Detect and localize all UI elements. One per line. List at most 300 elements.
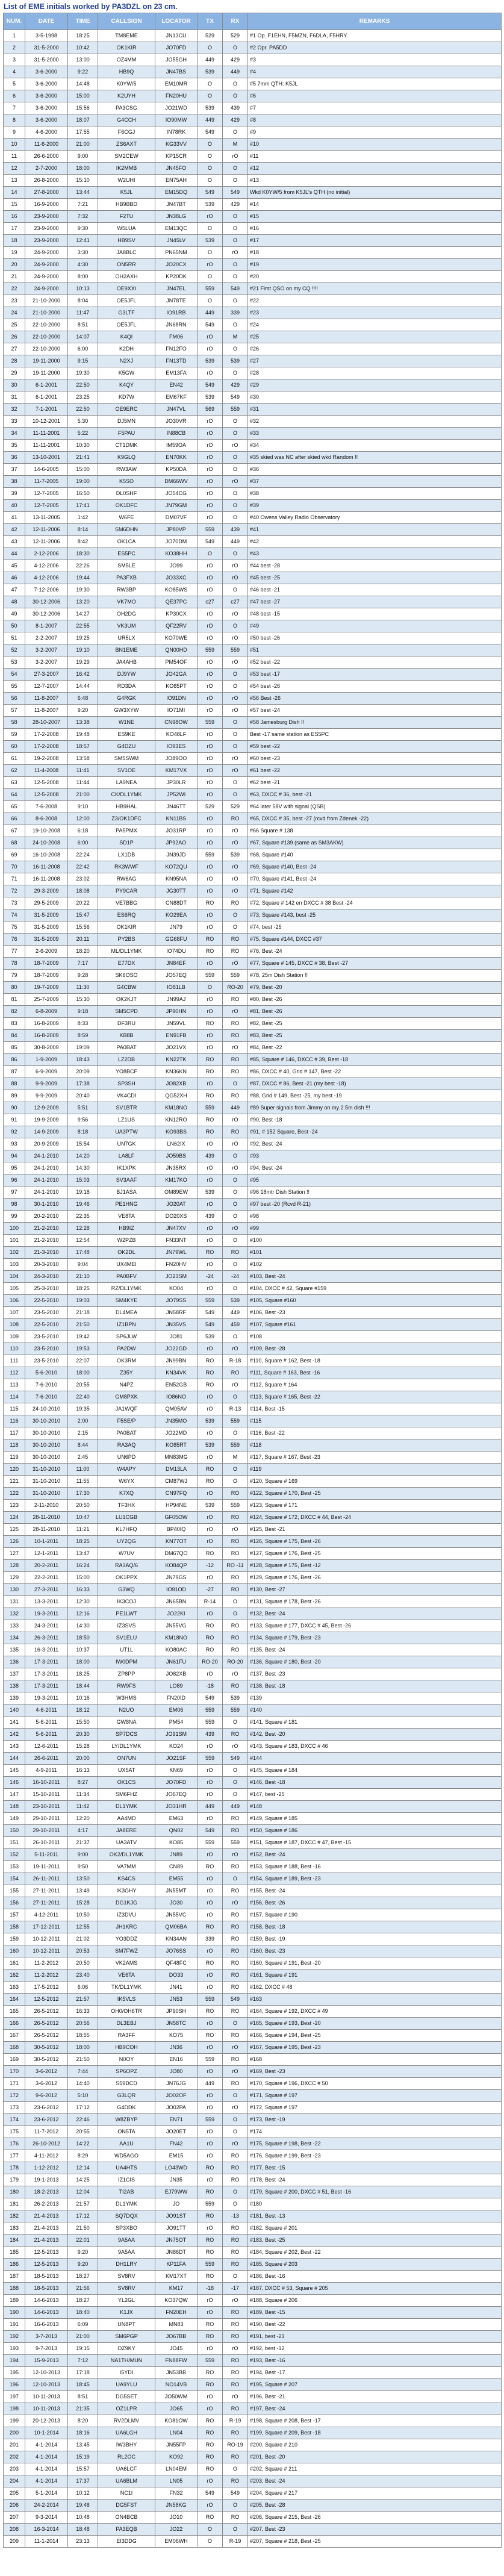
num-cell: 49 [4, 608, 25, 620]
locator-cell: QE37PC [155, 596, 198, 608]
remarks-cell: #23 [248, 307, 502, 319]
table-row [4, 2198, 502, 2210]
table-row [4, 319, 502, 331]
rx-cell: O [223, 777, 248, 789]
locator-cell: JO23SM [155, 1271, 198, 1283]
num-cell: 71 [4, 873, 25, 885]
date-cell: 19-11-2000 [25, 367, 68, 379]
table-row [4, 1427, 502, 1439]
rx-cell: O [223, 1331, 248, 1343]
remarks-cell: #37 [248, 476, 502, 488]
num-cell: 116 [4, 1415, 25, 1427]
date-cell: 22-5-2010 [25, 1319, 68, 1331]
time-cell: 22:55 [68, 620, 98, 632]
num-cell: 156 [4, 1897, 25, 1909]
rx-cell: RO [223, 2078, 248, 2090]
num-cell: 20 [4, 259, 25, 271]
remarks-cell: #133, Square # 177, DXCC # 45, Best -26 [248, 1620, 502, 1632]
locator-cell: JN45FO [155, 163, 198, 175]
callsign-cell: RA3FF [98, 2030, 155, 2042]
tx-cell: rO [198, 1512, 223, 1524]
table-row [4, 909, 502, 922]
table-row [4, 693, 502, 705]
table-row [4, 1656, 502, 1668]
remarks-cell: #18 [248, 247, 502, 259]
num-cell: 131 [4, 1596, 25, 1608]
num-cell: 4 [4, 66, 25, 78]
remarks-cell: #107, Square #161 [248, 1319, 502, 1331]
locator-cell: FN32 [155, 2487, 198, 2500]
num-cell: 8 [4, 114, 25, 126]
callsign-cell: ON5TA [98, 2126, 155, 2138]
time-cell: 19:53 [68, 1343, 98, 1355]
time-cell: 16:24 [68, 1560, 98, 1572]
tx-cell: 539 [198, 1415, 223, 1427]
rx-cell: 559 [223, 1704, 248, 1717]
locator-cell: CN98OW [155, 717, 198, 729]
date-cell: 11-8-2007 [25, 693, 68, 705]
table-row [4, 2319, 502, 2331]
table-row [4, 1283, 502, 1295]
table-row [4, 1861, 502, 1873]
header-row [4, 13, 502, 30]
remarks-cell: #140 [248, 1704, 502, 1717]
rx-cell: 539 [223, 849, 248, 861]
time-cell: 18:12 [68, 1704, 98, 1717]
table-row [4, 1223, 502, 1235]
date-cell: 31-5-2000 [25, 54, 68, 66]
locator-cell: KO85PT [155, 681, 198, 693]
tx-cell: rO [198, 2222, 223, 2235]
num-cell: 40 [4, 500, 25, 512]
time-cell: 10:16 [68, 1692, 98, 1704]
num-cell: 175 [4, 2126, 25, 2138]
rx-cell: RO [223, 1921, 248, 1933]
tx-cell: rO [198, 488, 223, 500]
num-cell: 144 [4, 1753, 25, 1765]
time-cell: 9:28 [68, 970, 98, 982]
rx-cell: O [223, 452, 248, 464]
callsign-cell: KS4CS [98, 1873, 155, 1885]
date-cell: 10-11-2013 [25, 2403, 68, 2415]
callsign-cell: LU1CGB [98, 1512, 155, 1524]
time-cell: 9:00 [68, 1849, 98, 1861]
locator-cell: DM07VF [155, 512, 198, 524]
num-cell: 183 [4, 2222, 25, 2235]
time-cell: 6:06 [68, 1982, 98, 1994]
time-cell: 17:12 [68, 2102, 98, 2114]
remarks-cell: #149, Square # 185 [248, 1813, 502, 1825]
time-cell: 19:18 [68, 1187, 98, 1199]
num-cell: 133 [4, 1620, 25, 1632]
rx-cell: 449 [223, 66, 248, 78]
callsign-cell: G3LQR [98, 2090, 155, 2102]
date-cell: 26-11-2011 [25, 1873, 68, 1885]
num-cell: 66 [4, 813, 25, 825]
table-row [4, 1042, 502, 1054]
callsign-cell: HB9BBD [98, 199, 155, 211]
tx-cell: rO [198, 2102, 223, 2114]
date-cell: 14-9-2009 [25, 1126, 68, 1138]
date-cell: 3-6-2000 [25, 114, 68, 126]
callsign-cell: VE8TA [98, 1211, 155, 1223]
remarks-cell: #139 [248, 1692, 502, 1704]
callsign-cell: UA3ATV [98, 1837, 155, 1849]
rx-cell: 549 [223, 1994, 248, 2006]
table-row [4, 2090, 502, 2102]
rx-cell: RO [223, 1945, 248, 1957]
table-row [4, 1379, 502, 1391]
num-cell: 33 [4, 416, 25, 428]
table-row [4, 1921, 502, 1933]
time-cell: 14:22 [68, 2138, 98, 2150]
locator-cell: EM63 [155, 1813, 198, 1825]
remarks-cell: #91, # 152 Square, Best -24 [248, 1126, 502, 1138]
tx-cell: rO [198, 705, 223, 717]
table-row [4, 741, 502, 753]
tx-cell: O [198, 548, 223, 560]
rx-cell: rO [223, 873, 248, 885]
rx-cell: rO [223, 753, 248, 765]
num-cell: 178 [4, 2162, 25, 2174]
callsign-cell: UY2QG [98, 1536, 155, 1548]
date-cell: 23-5-2010 [25, 1355, 68, 1367]
table-row [4, 1078, 502, 1090]
date-cell: 23-9-2000 [25, 211, 68, 223]
time-cell: 15:57 [68, 2463, 98, 2475]
rx-cell: RO [223, 2247, 248, 2259]
locator-cell: JO89OO [155, 753, 198, 765]
time-cell: 11:55 [68, 1476, 98, 1488]
tx-cell: 449 [198, 1801, 223, 1813]
callsign-cell: W1NE [98, 717, 155, 729]
tx-cell: rO [198, 1259, 223, 1271]
callsign-cell: VE6TA [98, 1969, 155, 1982]
table-row [4, 548, 502, 560]
table-row [4, 2379, 502, 2391]
column-header-callsign: CALLSIGN [98, 13, 155, 30]
date-cell: 30-12-2006 [25, 596, 68, 608]
num-cell: 74 [4, 909, 25, 922]
remarks-cell: #177, Best -15 [248, 2162, 502, 2174]
rx-cell: rO [223, 1138, 248, 1150]
tx-cell: rO [198, 1668, 223, 1680]
num-cell: 81 [4, 994, 25, 1006]
callsign-cell: GW8NA [98, 1717, 155, 1729]
remarks-cell: #144 [248, 1753, 502, 1765]
tx-cell: 539 [198, 391, 223, 404]
callsign-cell: BJ1ASA [98, 1187, 155, 1199]
rx-cell: RO [223, 2367, 248, 2379]
tx-cell: rO [198, 681, 223, 693]
locator-cell: EM13QC [155, 223, 198, 235]
rx-cell: rO [223, 2042, 248, 2054]
remarks-cell: #195, Square # 207 [248, 2379, 502, 2391]
table-row [4, 1969, 502, 1982]
callsign-cell: TF3HX [98, 1500, 155, 1512]
table-row [4, 2283, 502, 2295]
callsign-cell: IK3GHY [98, 1885, 155, 1897]
time-cell: 10:48 [68, 2512, 98, 2524]
locator-cell: KO85RT [155, 1439, 198, 1452]
remarks-cell: #190, Best -22 [248, 2319, 502, 2331]
table-row [4, 717, 502, 729]
time-cell: 7:32 [68, 211, 98, 223]
rx-cell: rO [223, 1042, 248, 1054]
locator-cell: JO59BS [155, 1150, 198, 1162]
rx-cell: RO [223, 2006, 248, 2018]
locator-cell: QM05AV [155, 1403, 198, 1415]
num-cell: 185 [4, 2247, 25, 2259]
remarks-cell: #27 [248, 355, 502, 367]
time-cell: 13:58 [68, 753, 98, 765]
date-cell: 11-2-2012 [25, 1957, 68, 1969]
tx-cell: RO [198, 1126, 223, 1138]
date-cell: 23-6-2012 [25, 2114, 68, 2126]
table-row [4, 1536, 502, 1548]
locator-cell: DM66WV [155, 476, 198, 488]
locator-cell: OM89EW [155, 1187, 198, 1199]
date-cell: 20-2-2011 [25, 1560, 68, 1572]
num-cell: 112 [4, 1367, 25, 1379]
time-cell: 22:42 [68, 861, 98, 873]
table-row [4, 1415, 502, 1427]
time-cell: 6:00 [68, 837, 98, 849]
time-cell: 19:48 [68, 729, 98, 741]
locator-cell: JO70FD [155, 1777, 198, 1789]
locator-cell: JO80 [155, 2066, 198, 2078]
rx-cell: 449 [223, 1801, 248, 1813]
table-header [4, 13, 502, 30]
date-cell: 12-6-2011 [25, 1741, 68, 1753]
num-cell: 206 [4, 2500, 25, 2512]
callsign-cell: SD1P [98, 837, 155, 849]
table-row [4, 307, 502, 319]
table-row [4, 873, 502, 885]
rx-cell: O [223, 1174, 248, 1187]
table-row [4, 1259, 502, 1271]
callsign-cell: TM8EME [98, 30, 155, 42]
num-cell: 157 [4, 1909, 25, 1921]
table-row [4, 1126, 502, 1138]
tx-cell: RO [198, 2415, 223, 2427]
tx-cell: 559 [198, 849, 223, 861]
date-cell: 24-3-2010 [25, 1271, 68, 1283]
time-cell: 11:21 [68, 1524, 98, 1536]
callsign-cell: IK2MMB [98, 163, 155, 175]
date-cell: 31-5-2009 [25, 934, 68, 946]
date-cell: 27-11-2011 [25, 1897, 68, 1909]
num-cell: 91 [4, 1114, 25, 1126]
date-cell: 6-1-2001 [25, 379, 68, 391]
tx-cell: rO [198, 1945, 223, 1957]
locator-cell: KO29EA [155, 909, 198, 922]
tx-cell: rO [198, 343, 223, 355]
locator-cell: BP40IQ [155, 1524, 198, 1536]
date-cell: 12-9-2009 [25, 1102, 68, 1114]
table-row [4, 223, 502, 235]
date-cell: 21-4-2013 [25, 2222, 68, 2235]
callsign-cell: W2PZB [98, 1235, 155, 1247]
locator-cell: PM54OF [155, 656, 198, 669]
remarks-cell: #130, Best -27 [248, 1584, 502, 1596]
table-row [4, 2210, 502, 2222]
time-cell: 17:37 [68, 2475, 98, 2487]
rx-cell: RO [223, 1813, 248, 1825]
callsign-cell: PA3FXB [98, 572, 155, 584]
remarks-cell: #29 [248, 379, 502, 391]
rx-cell: RO [223, 934, 248, 946]
callsign-cell: DG5SET [98, 2391, 155, 2403]
date-cell: 9-9-2009 [25, 1090, 68, 1102]
remarks-cell: #118 [248, 1439, 502, 1452]
locator-cell: EN70KK [155, 452, 198, 464]
num-cell: 31 [4, 391, 25, 404]
tx-cell: 539 [198, 1439, 223, 1452]
remarks-cell: #48 best -15 [248, 608, 502, 620]
tx-cell: rO [198, 1283, 223, 1295]
tx-cell: rO [198, 1524, 223, 1536]
locator-cell: KN95NA [155, 873, 198, 885]
tx-cell: RO-20 [198, 1656, 223, 1668]
tx-cell: RO [198, 1957, 223, 1969]
rx-cell: RO [223, 2235, 248, 2247]
table-row [4, 1006, 502, 1018]
remarks-cell: #74, best -25 [248, 922, 502, 934]
rx-cell: O [223, 1391, 248, 1403]
num-cell: 30 [4, 379, 25, 391]
time-cell: 15:00 [68, 1572, 98, 1584]
time-cell: 18:25 [68, 1283, 98, 1295]
table-row [4, 2355, 502, 2367]
callsign-cell: UA4HTS [98, 2162, 155, 2174]
remarks-cell: #151, Square # 187, DXCC # 47, Best -15 [248, 1837, 502, 1849]
rx-cell: RO [223, 1066, 248, 1078]
remarks-cell: #183, Best -25 [248, 2235, 502, 2247]
table-row [4, 30, 502, 42]
table-row [4, 922, 502, 934]
rx-cell: 559 [223, 644, 248, 656]
locator-cell: JO22GD [155, 1343, 198, 1355]
table-row [4, 2427, 502, 2439]
num-cell: 137 [4, 1668, 25, 1680]
remarks-cell: #156, Best -26 [248, 1897, 502, 1909]
rx-cell: rO [223, 1897, 248, 1909]
remarks-cell: #43 [248, 548, 502, 560]
table-row [4, 958, 502, 970]
time-cell: 18:45 [68, 2379, 98, 2391]
num-cell: 127 [4, 1548, 25, 1560]
page-title: List of EME initials worked by PA3DZL on 23 cm. [4, 2, 178, 11]
locator-cell: JO91TT [155, 2222, 198, 2235]
remarks-cell: #90, Best -18 [248, 1114, 502, 1126]
locator-cell: JO65 [155, 2403, 198, 2415]
rx-cell: O [223, 1235, 248, 1247]
tx-cell: O [198, 163, 223, 175]
num-cell: 169 [4, 2054, 25, 2066]
locator-cell: JN75OT [155, 2235, 198, 2247]
remarks-cell: #106, Best -23 [248, 1307, 502, 1319]
date-cell: 24-9-2000 [25, 259, 68, 271]
rx-cell: O [223, 789, 248, 801]
table-row [4, 1211, 502, 1223]
num-cell: 14 [4, 187, 25, 199]
rx-cell: rO [223, 151, 248, 163]
locator-cell: KP50DA [155, 464, 198, 476]
callsign-cell: PA0BAT [98, 1427, 155, 1439]
callsign-cell: UA6LCF [98, 2463, 155, 2475]
tx-cell: O [198, 42, 223, 54]
rx-cell: O [223, 2018, 248, 2030]
callsign-cell: OK1DFC [98, 500, 155, 512]
tx-cell: rO [198, 1162, 223, 1174]
rx-cell: O [223, 1717, 248, 1729]
callsign-cell: F6CGJ [98, 126, 155, 139]
tx-cell: 549 [198, 1307, 223, 1319]
remarks-cell: #46 best -21 [248, 584, 502, 596]
rx-cell: -13 [223, 2210, 248, 2222]
remarks-cell: #94, Best -24 [248, 1162, 502, 1174]
tx-cell: 559 [198, 2114, 223, 2126]
num-cell: 124 [4, 1512, 25, 1524]
remarks-cell: #147, best -25 [248, 1789, 502, 1801]
time-cell: 21:00 [68, 139, 98, 151]
num-cell: 118 [4, 1439, 25, 1452]
remarks-cell: #114, Best -15 [248, 1403, 502, 1415]
time-cell: 5:10 [68, 2090, 98, 2102]
tx-cell: rO [198, 572, 223, 584]
num-cell: 145 [4, 1765, 25, 1777]
num-cell: 152 [4, 1849, 25, 1861]
time-cell: 11:44 [68, 777, 98, 789]
tx-cell: rO [198, 2403, 223, 2415]
rx-cell: O [223, 163, 248, 175]
time-cell: 19:30 [68, 367, 98, 379]
locator-cell: JO30VR [155, 416, 198, 428]
locator-cell: LO89 [155, 1680, 198, 1692]
time-cell: 21:57 [68, 1994, 98, 2006]
time-cell: 22:50 [68, 404, 98, 416]
num-cell: 188 [4, 2283, 25, 2295]
num-cell: 42 [4, 524, 25, 536]
num-cell: 123 [4, 1500, 25, 1512]
remarks-cell: #75, Square #144, DXCC #37 [248, 934, 502, 946]
remarks-cell: #193, Best -16 [248, 2355, 502, 2367]
num-cell: 102 [4, 1247, 25, 1259]
locator-cell: JN55MT [155, 1885, 198, 1897]
date-cell: 3-6-2000 [25, 78, 68, 90]
date-cell: 27-3-2007 [25, 669, 68, 681]
time-cell: 18:00 [68, 2042, 98, 2054]
num-cell: 56 [4, 693, 25, 705]
date-cell: 11-11-2001 [25, 440, 68, 452]
time-cell: 21:50 [68, 2054, 98, 2066]
locator-cell: QM06BA [155, 1921, 198, 1933]
locator-cell: JO82XB [155, 1668, 198, 1680]
locator-cell: JO21WD [155, 102, 198, 114]
date-cell: 19-10-2008 [25, 825, 68, 837]
remarks-cell: #179, Square # 200, DXCC # 51, Best -16 [248, 2186, 502, 2198]
rx-cell: RO [223, 1680, 248, 1692]
date-cell: 12-1-2011 [25, 1548, 68, 1560]
table-row [4, 669, 502, 681]
locator-cell: JO70DM [155, 536, 198, 548]
tx-cell: 449 [198, 2078, 223, 2090]
time-cell: 13:45 [68, 2439, 98, 2451]
time-cell: 8:04 [68, 295, 98, 307]
locator-cell: KO84QP [155, 1560, 198, 1572]
callsign-cell: OK1PPX [98, 1572, 155, 1584]
